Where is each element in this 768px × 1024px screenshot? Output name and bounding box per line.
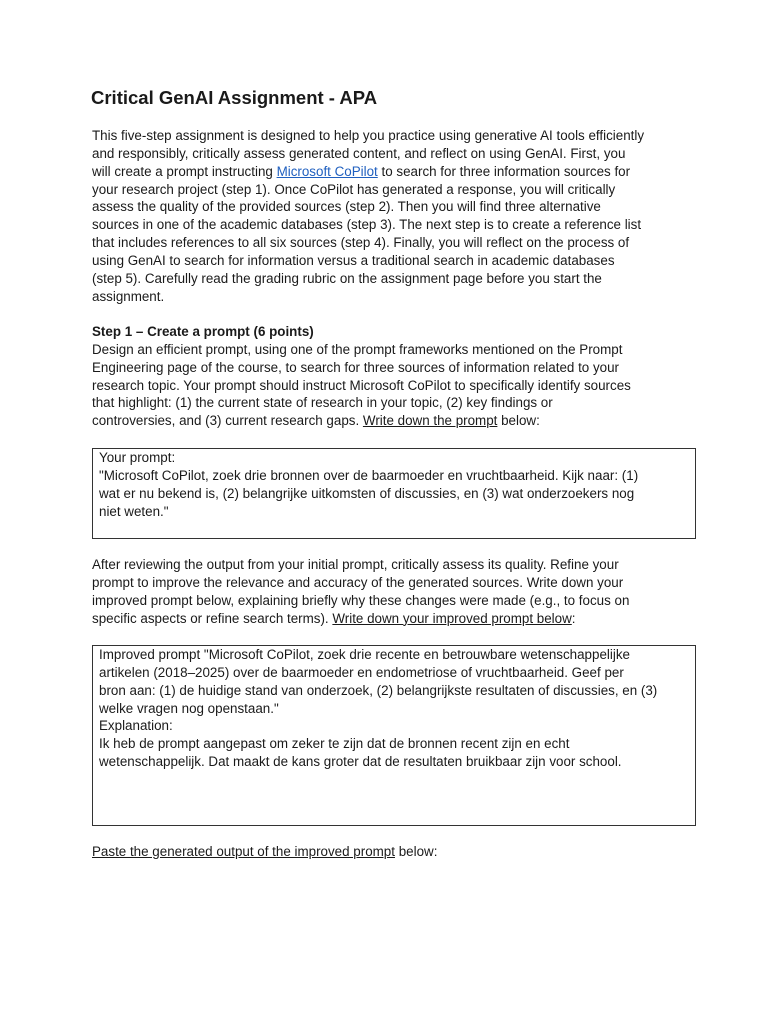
your-prompt-box[interactable] <box>92 448 696 539</box>
text-segment: sources in one of the academic databases (step 3). The next step is to create a reference list <box>92 217 642 233</box>
text-line <box>99 700 657 718</box>
text-line <box>92 288 644 306</box>
text-segment: niet weten." <box>99 503 169 519</box>
text-segment: Design an efficient prompt, using one of the prompt frameworks mentioned on the Prompt <box>92 341 623 357</box>
text-line <box>92 556 629 574</box>
text-line <box>92 610 629 628</box>
text-segment: wetenschappelijk. Dat maakt de kans groter dat de resultaten bruikbaar zijn voor school. <box>99 754 622 770</box>
underlined-text: Write down the prompt <box>362 413 498 429</box>
text-segment: Engineering page of the course, to search for three sources of information related to your <box>92 359 620 375</box>
text-line <box>99 485 638 503</box>
text-line <box>92 216 644 234</box>
text-segment: "Microsoft CoPilot, zoek drie bronnen over de baarmoeder en vruchtbaarheid. Kijk naar: (1) <box>99 467 639 483</box>
text-line <box>92 592 629 610</box>
text-line <box>92 377 631 395</box>
text-line <box>99 503 638 521</box>
improved-prompt-box[interactable] <box>92 645 696 826</box>
text-segment: : <box>571 610 576 626</box>
text-line <box>92 574 629 592</box>
underlined-text: Write down your improved prompt below <box>332 610 572 626</box>
paste-output-instruction <box>92 843 437 861</box>
text-segment: After reviewing the output from your initial prompt, critically assess its quality. Refine your <box>92 557 619 572</box>
text-segment: artikelen (2018–2025) over de baarmoeder en endometriose of vruchtbaarheid. Geef per <box>99 664 624 680</box>
text-segment: and responsibly, critically assess generated content, and reflect on using GenAI. First, you <box>92 145 626 161</box>
copilot-link[interactable]: Microsoft CoPilot <box>276 163 378 179</box>
text-segment: to search for three information sources for <box>377 163 631 179</box>
text-line <box>92 341 631 359</box>
text-segment: controversies, and (3) current research gaps. <box>92 413 363 429</box>
text-segment: below: <box>497 413 540 429</box>
text-line <box>99 646 657 664</box>
text-segment: welke vragen nog openstaan." <box>99 700 279 716</box>
text-line <box>92 843 437 861</box>
text-line <box>99 682 657 700</box>
text-segment: Your prompt: <box>99 450 176 465</box>
refine-paragraph <box>92 556 629 627</box>
text-segment: Explanation: <box>99 718 173 734</box>
your-prompt-text <box>99 449 638 520</box>
text-segment: assignment. <box>92 288 165 304</box>
text-segment: research topic. Your prompt should instruct Microsoft CoPilot to specifically identify sources <box>92 377 631 393</box>
text-segment: assess the quality of the provided sources (step 2). Then you will find three alternative <box>92 199 601 215</box>
text-line <box>99 735 657 753</box>
text-line <box>99 449 638 467</box>
text-segment: will create a prompt instructing <box>92 163 277 179</box>
text-segment: wat er nu bekend is, (2) belangrijke uitkomsten of discussies, en (3) wat onderzoekers nog <box>99 485 635 501</box>
text-line <box>92 412 631 430</box>
text-line <box>92 252 644 270</box>
intro-paragraph <box>92 127 644 305</box>
text-line <box>92 359 631 377</box>
text-line <box>92 234 644 252</box>
text-segment: that includes references to all six sources (step 4). Finally, you will reflect on the process of <box>92 235 630 251</box>
section-heading: Step 1 – Create a prompt (6 points) <box>92 324 314 339</box>
text-line <box>92 127 644 145</box>
text-line <box>99 753 657 771</box>
document-title: Critical GenAI Assignment - APA <box>91 87 378 108</box>
text-segment: using GenAI to search for information versus a traditional search in academic databases <box>92 252 615 268</box>
improved-prompt-text <box>99 646 657 771</box>
text-segment: bron aan: (1) de huidige stand van onderzoek, (2) belangrijkste resultaten of discussies, en (3) <box>99 682 658 698</box>
text-line <box>99 467 638 485</box>
text-segment: your research project (step 1). Once CoPilot has generated a response, you will critically <box>92 181 616 197</box>
text-line <box>92 270 644 288</box>
text-line <box>92 163 644 181</box>
text-line <box>99 717 657 735</box>
text-segment: Ik heb de prompt aangepast om zeker te zijn dat de bronnen recent zijn en echt <box>99 736 570 752</box>
text-line <box>99 664 657 682</box>
text-segment: This five-step assignment is designed to help you practice using generative AI tools efficiently <box>92 128 645 143</box>
step1-section <box>92 323 631 430</box>
text-segment: specific aspects or refine search terms). <box>92 610 333 626</box>
text-line <box>92 198 644 216</box>
text-line <box>92 145 644 163</box>
text-segment: Improved prompt "Microsoft CoPilot, zoek drie recente en betrouwbare wetenschappelijke <box>99 647 630 662</box>
text-segment: improved prompt below, explaining briefly why these changes were made (e.g., to focus on <box>92 592 630 608</box>
underlined-text: Paste the generated output of the improved prompt <box>92 844 395 859</box>
text-line <box>92 181 644 199</box>
text-segment: (step 5). Carefully read the grading rubric on the assignment page before you start the <box>92 270 602 286</box>
text-segment: prompt to improve the relevance and accuracy of the generated sources. Write down your <box>92 574 624 590</box>
text-segment: that highlight: (1) the current state of research in your topic, (2) key findings or <box>92 395 553 411</box>
text-line <box>92 394 631 412</box>
text-line <box>92 323 631 341</box>
text-segment: below: <box>394 844 438 859</box>
